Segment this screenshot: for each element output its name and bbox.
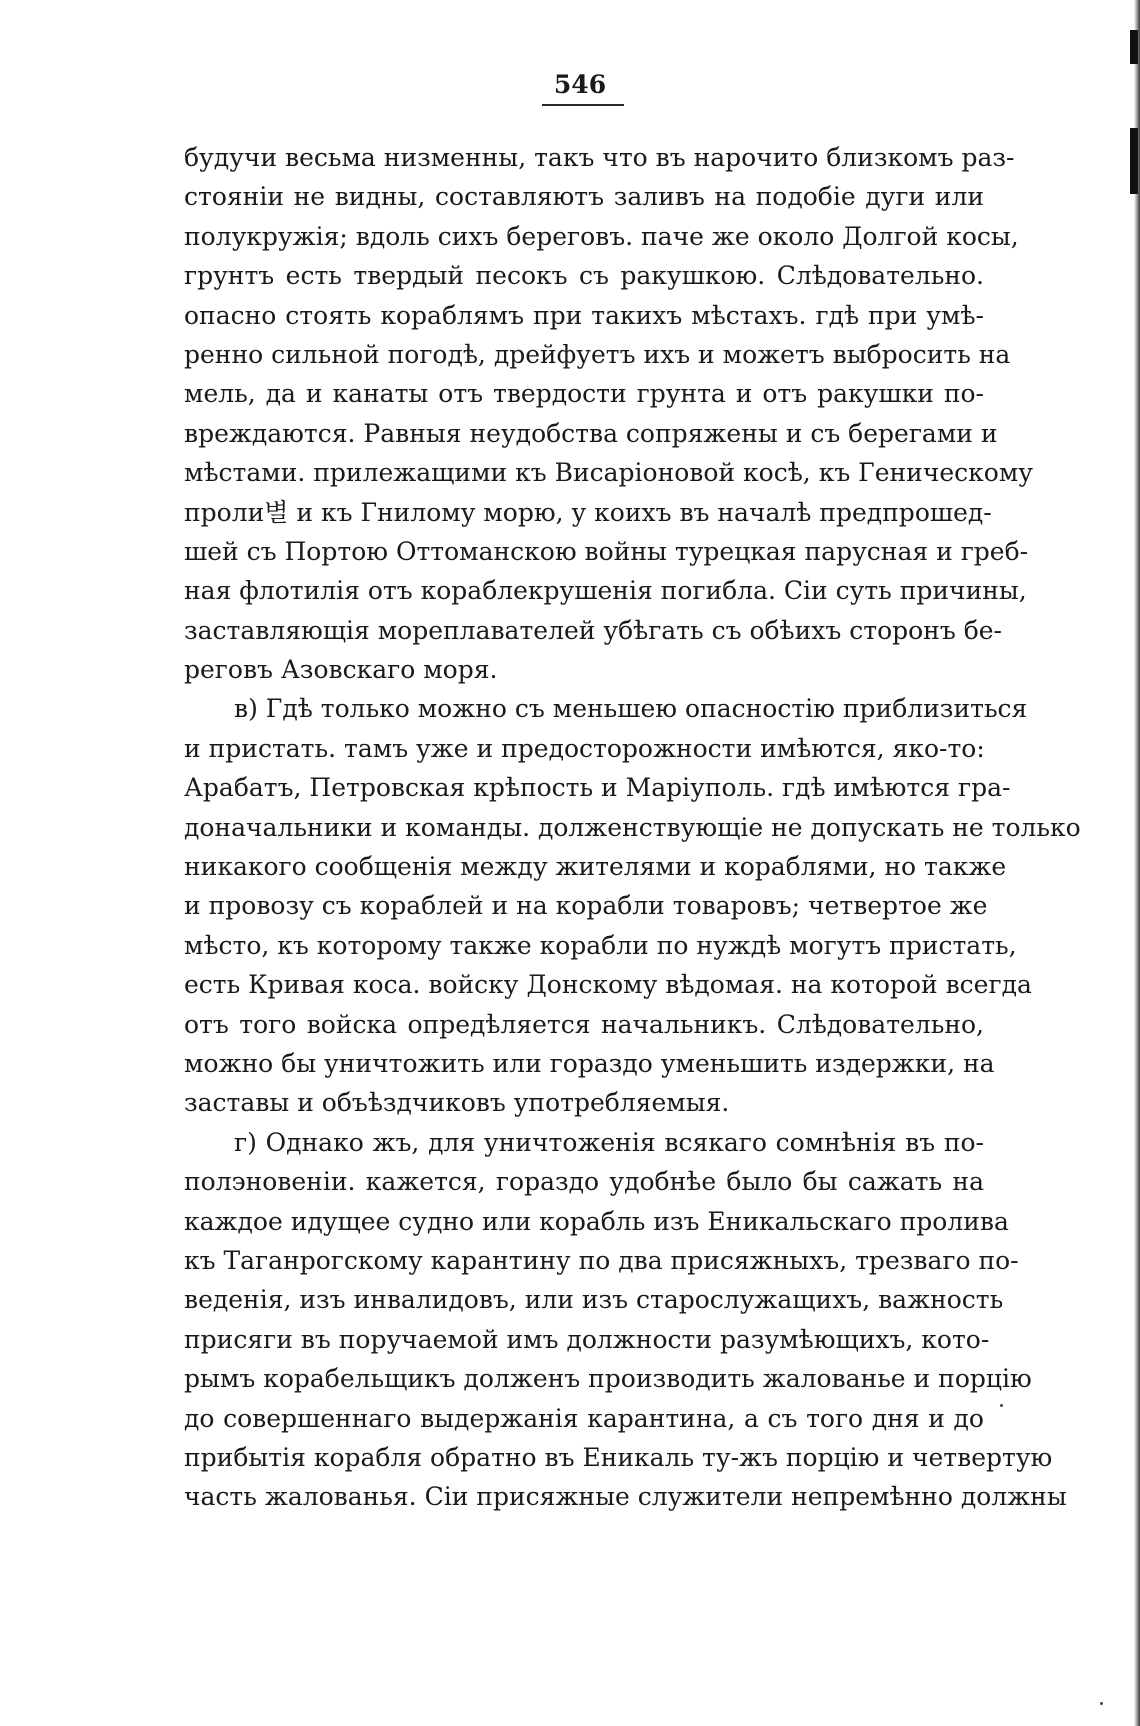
text-line: никакого сообщенія между жителями и кораблями, но также	[184, 852, 1007, 882]
text-line: шей съ Портою Оттоманскою войны турецкая парусная и греб-	[184, 536, 1029, 566]
text-line: вреждаются. Равныя неудобства сопряжены и съ берегами и	[184, 418, 998, 448]
text-line: мѣстами. прилежащими къ Висаріоновой косѣ, къ Геническому	[184, 458, 1033, 488]
text-line: присяги въ поручаемой имъ должности разумѣющихъ, кото-	[184, 1324, 990, 1354]
text-line: можно бы уничтожить или гораздо уменьшить издержки, на	[184, 1048, 995, 1078]
paragraph-g	[184, 1123, 1067, 1517]
text-line: мель, да и канаты отъ твердости грунта и отъ ракушки по-	[184, 379, 984, 409]
text-line: веденія, изъ инвалидовъ, или изъ старослужащихъ, важность	[184, 1285, 1004, 1315]
binding-mark	[1130, 128, 1138, 194]
binding-mark	[1130, 30, 1138, 64]
text-line: ренно сильной погодѣ, дрейфуетъ ихъ и можетъ выбросить на	[184, 339, 1011, 369]
body-text	[184, 138, 1081, 1517]
text-line: мѣсто, къ которому также корабли по нуждѣ могутъ пристать,	[184, 930, 1017, 960]
text-line: отъ того войска опредѣляется начальникъ. Слѣдовательно,	[184, 1009, 984, 1039]
scan-speck	[1100, 1702, 1103, 1705]
text-line: ная флотилія отъ кораблекрушенія погибла. Сіи суть причины,	[184, 576, 1027, 606]
text-line: Арабатъ, Петровская крѣпость и Маріуполь. гдѣ имѣются гра-	[184, 773, 1011, 803]
text-line: доначальники и команды. долженствующіе не допускать не только	[184, 812, 1081, 842]
scan-speck	[1000, 1404, 1003, 1407]
text-line: есть Кривая коса. войску Донскому вѣдомая. на которой всегда	[184, 970, 1032, 1000]
text-line: и пристать. тамъ уже и предосторожности имѣются, яко-то:	[184, 733, 985, 763]
text-line: реговъ Азовскаго моря.	[184, 655, 498, 685]
text-line: полэновеніи. кажется, гораздо удобнѣе было бы сажать на	[184, 1167, 984, 1197]
text-line: грунтъ есть твердый песокъ съ ракушкою. Слѣдовательно.	[184, 261, 984, 291]
text-line: стояніи не видны, составляютъ заливъ на подобіе дуги или	[184, 182, 984, 212]
text-line: полукружія; вдоль сихъ береговъ. паче же около Долгой косы,	[184, 221, 1019, 251]
paragraph-1	[184, 138, 1033, 689]
text-line: рымъ корабельщикъ долженъ производить жалованье и порцію	[184, 1364, 1032, 1394]
text-line: каждое идущее судно или корабль изъ Еникальскаго пролива	[184, 1206, 1009, 1236]
text-line: къ Таганрогскому карантину по два присяжныхъ, трезваго по-	[184, 1245, 1019, 1275]
text-line: заставы и объѣздчиковъ употребляемыя.	[184, 1088, 730, 1118]
text-line: опасно стоять кораблямъ при такихъ мѣстахъ. гдѣ при умѣ-	[184, 300, 984, 330]
text-line: прибытія корабля обратно въ Еникаль ту-жъ порцію и четвертую	[184, 1442, 1053, 1472]
text-line: г) Однако жъ, для уничтоженія всякаго сомнѣнія въ по-	[234, 1127, 984, 1157]
text-line: часть жалованья. Сіи присяжные служители непремѣнно должны	[184, 1482, 1067, 1512]
paragraph-v	[184, 689, 1081, 1122]
page-number: 546	[553, 70, 607, 99]
text-line: в) Гдѣ только можно съ меньшею опасностію приблизиться	[234, 694, 1028, 724]
text-line: до совершеннаго выдержанія карантина, а съ того дня и до	[184, 1403, 984, 1433]
page-number-rule	[542, 104, 624, 106]
binding-edge	[1134, 0, 1140, 1726]
text-line: заставляющія мореплавателей убѣгать съ обѣихъ сторонъ бе-	[184, 615, 1002, 645]
text-line: проли별 и къ Гнилому морю, у коихъ въ началѣ предпрошед-	[184, 497, 992, 527]
text-line: и провозу съ кораблей и на корабли товаровъ; четвертое же	[184, 891, 988, 921]
text-line: будучи весьма низменны, такъ что въ нарочито близкомъ раз-	[184, 143, 1015, 172]
